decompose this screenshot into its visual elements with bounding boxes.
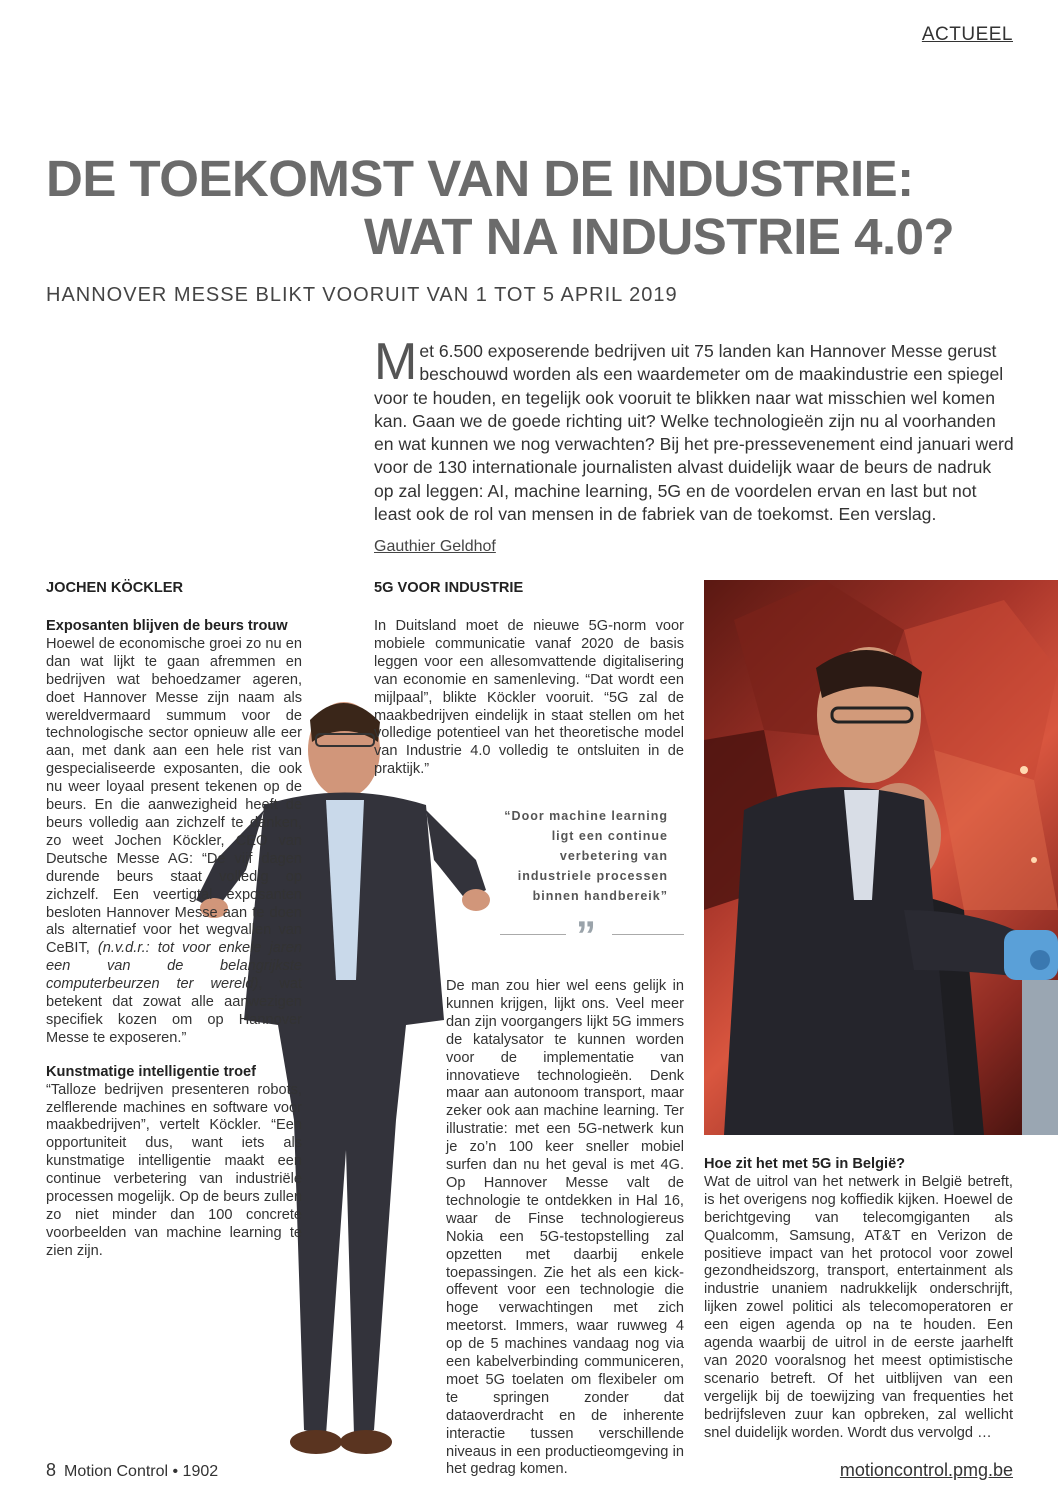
title-line-2: WAT NA INDUSTRIE 4.0? <box>364 208 955 265</box>
column-head-kockler: JOCHEN KÖCKLER <box>46 580 184 596</box>
quote-mark-icon: ” <box>576 914 596 958</box>
column-middle <box>374 580 684 779</box>
pull-quote-line-2: ligt een continue <box>551 829 668 843</box>
quote-rule-right <box>612 934 684 935</box>
text-exposanten-b: , wat betekent dat zowat alle aanwezigen specifiek kozen om op Hannover Messe te exposeren.” <box>46 976 303 1046</box>
column-middle-continued <box>446 978 684 1479</box>
paragraph-ki: “Talloze bedrijven presenteren robots, zelflerende machines en software voor maakbedrijven”, vertelt Köckler. “Een opportuniteit dus, want iets als kunstmatige intelligentie maakt een continue verbetering van industriële processen mogelijk. Op de beurs zullen zo niet minder dan 100 concrete voorbeelden van machine learning te zien zijn. <box>46 1081 302 1259</box>
article-title <box>46 150 1006 266</box>
intro-text: et 6.500 exposerende bedrijven uit 75 landen kan Hannover Messe gerust beschouwd worden als een waardemeter om de maakindustrie een spiegel voor te houden, en tegelijk ook vooruit te blikken naar wat misschien wel komen kan. Gaan we de goede richting uit? Welke technologieën zijn nu al voorhanden en wat kunnen we nog verwachten? Bij het pre-pressevenement eind januari werd voor de 130 internationale journalisten alvast duidelijk waar de beurs de nadruk op zal leggen: AI, machine learning, 5G en de voordelen ervan en last but not least ook de rol van mensen in de fabriek van de toekomst. Een verslag. <box>374 341 1014 525</box>
page-number: 8 <box>46 1460 57 1480</box>
subhead-exposanten: Exposanten blijven de beurs trouw <box>46 618 288 634</box>
footer-left <box>46 1460 218 1481</box>
section-tag[interactable]: ACTUEEL <box>921 24 1013 45</box>
column-left <box>46 580 303 1261</box>
subhead-5g-belgie: Hoe zit het met 5G in België? <box>704 1156 906 1172</box>
footer-url-link[interactable]: motioncontrol.pmg.be <box>839 1460 1013 1480</box>
intro-paragraph <box>374 333 1014 526</box>
text-exposanten-a: Hoewel de economische groei zo nu en dan wat lijkt te gaan afremmen en bedrijven wat behoedzamer ageren, doet Hannover Messe zijn naam als wereldvermaard summum voor de technologische sector opnieuw alle eer aan, met dank aan een hele rist van gespecialiseerde exposanten, die ook nu weer loyaal present tekenen op de beurs. En die aanwezigheid heeft de beurs volledig aan zichzelf te danken, zo weet Jochen Köckler, CEO van Deutsche Messe AG: “De vijf dagen durende beurs staat volledig op zichzelf. Een veertigtal exposanten besloten Hannover Messe aan te doen als alternatief voor het wegvallen van CeBIT, <box>46 635 302 957</box>
author-link[interactable]: Gauthier Geldhof <box>374 538 496 555</box>
text-editor-note: (n.v.d.r.: tot voor enkele jaren een van de belangrijkste computerbeurzen ter wereld) <box>46 940 302 993</box>
pull-quote-line-5: binnen handbereik” <box>532 889 668 903</box>
column-head-5g: 5G VOOR INDUSTRIE <box>374 580 524 596</box>
dropcap: M <box>374 333 418 391</box>
pull-quote-line-4: industriele processen <box>517 869 668 883</box>
subhead-ki: Kunstmatige intelligentie troef <box>46 1063 257 1080</box>
column-right <box>704 1156 1013 1443</box>
article-subtitle: HANNOVER MESSE BLIKT VOORUIT VAN 1 TOT 5 APRIL 2019 <box>46 284 678 306</box>
pull-quote <box>486 806 668 906</box>
pull-quote-line-1: “Door machine learning <box>504 809 668 823</box>
photo-speakers-robot <box>704 580 1058 1135</box>
title-line-1: DE TOEKOMST VAN DE INDUSTRIE: <box>46 150 914 207</box>
magazine-issue: Motion Control • 1902 <box>64 1463 219 1480</box>
quote-rule-left <box>500 934 566 935</box>
paragraph-exposanten <box>46 636 302 1048</box>
paragraph-5g-belgie: Wat de uitrol van het netwerk in België betreft, is het overigens nog koffiedik kijken. Hoewel de berichtgeving van telecomgiganten als Qualcomm, Samsung, AT&T en Verizon de positieve impact van het protocol voor zowel gezondheidszorg, transport, entertainment als industrie unaniem nadrukkelijk onderschrijft, lijken zowel politici als telecomoperatoren er een eigen agenda op na te houden. Een agenda waarbij de uitrol in de eerste jaarhelft van 2020 vooralsnog het meest optimistische scenario betreft. Of het uitblijven van een vergelijk bij de toewijzing van frequenties het bedrijfsleven zuur kan opbreken, zal wellicht snel duidelijk worden. Wordt dus vervolgd … <box>704 1173 1013 1441</box>
paragraph-5g-katalysator: De man zou hier wel eens gelijk in kunnen krijgen, lijkt ons. Veel meer dan zijn voorgangers lijkt 5G immers de katalysator te kunnen worden voor de implementatie van innovatieve technologieën. Denk maar aan autonoom transport, maar zeker ook aan machine learning. Ter illustratie: met een 5G-netwerk kun je zo’n 100 keer sneller mobiel surfen dan nu het geval is met 4G. Op Hannover Messe valt de technologie te ontdekken in Hal 16, waar de Finse technologiereus Nokia een 5G-testopstelling zal opzetten met daarbij enkele toepassingen. Zie het als een kick-offevent voor een technologie die hoge verwachtingen met zich meetorst. Immers, waar ruwweg 4 op de 5 machines vandaag nog via een kabelverbinding communiceren, moet 5G toelaten om flexibeler om te springen zonder dat dataoverdracht en de inherente interactie tussen verschillende niveaus in een productieomgeving in het gedrag komen. <box>446 978 684 1478</box>
pull-quote-line-3: verbetering van <box>559 849 668 863</box>
paragraph-5g-duitsland: In Duitsland moet de nieuwe 5G-norm voor mobiele communicatie vanaf 2020 de basis leggen voor een allesomvattende digitalisering van economie en samenleving. “Dat wordt een mijlpaal”, blikte Köckler vooruit. “5G zal de maakbedrijven eindelijk in staat stellen om het volledige potentieel van het theoretische model van Industrie 4.0 volledig te ontsluiten in de praktijk.” <box>374 618 684 778</box>
